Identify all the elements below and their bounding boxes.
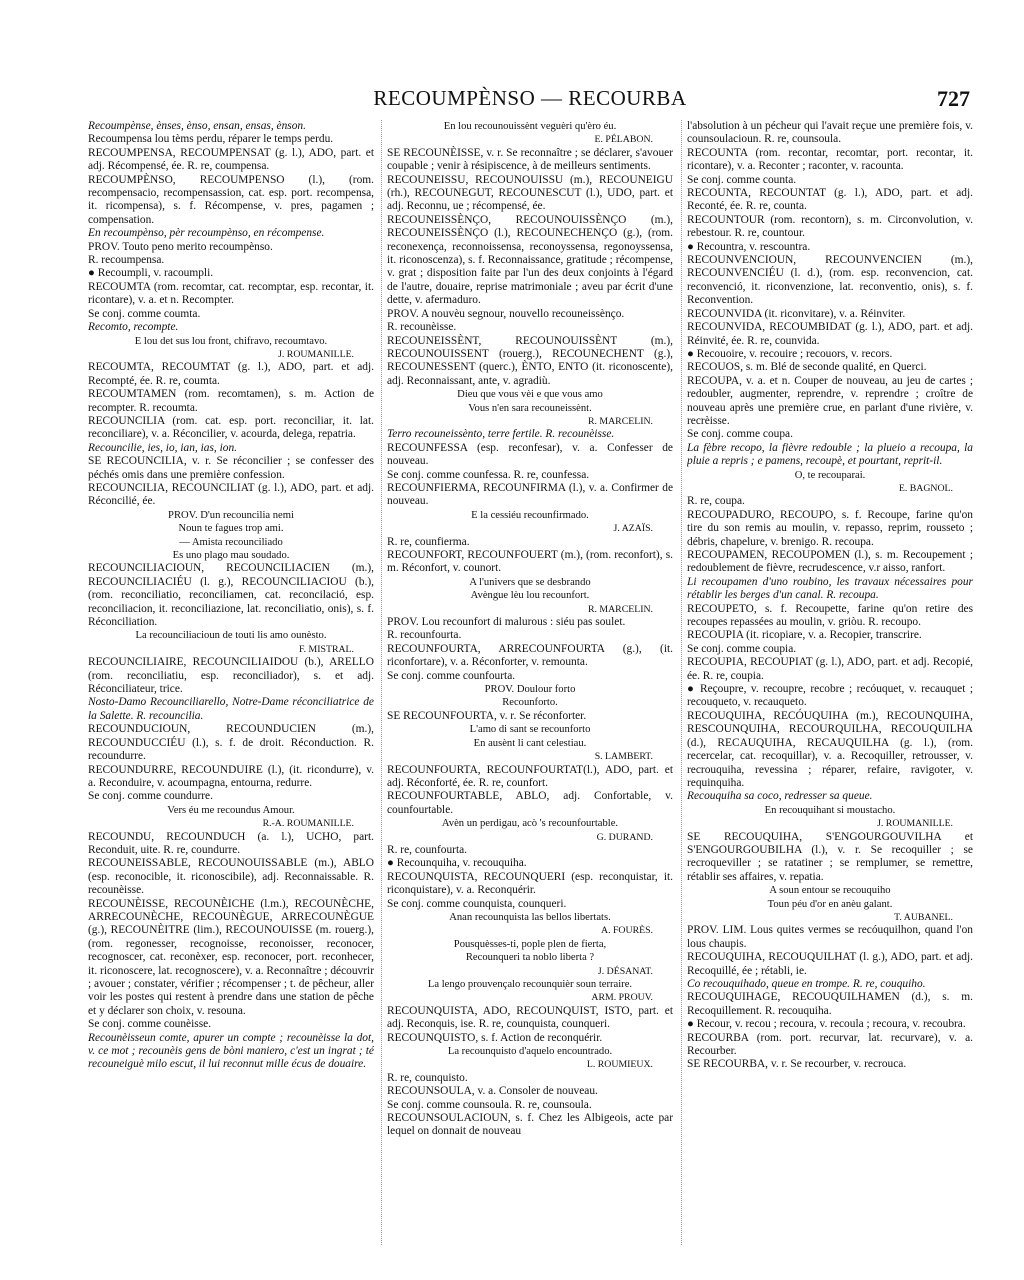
dictionary-entry: En recoumpènso, pèr recoumpènso, en récompense. xyxy=(88,227,325,240)
dictionary-entry: RECOUNFORT, RECOUNFOUERT (m.), (rom. reconfort), s. m. Réconfort, v. counort. xyxy=(387,549,673,575)
citation-author: J. ROUMANILLE. xyxy=(877,818,953,830)
dictionary-entry: Nosto-Damo Recounciliarello, Notre-Dame réconciliatrice de la Salette. R. recouncilia. xyxy=(88,696,374,722)
dictionary-entry: R. re, counquisto. xyxy=(387,1071,468,1084)
citation-author: G. DURAND. xyxy=(596,831,653,843)
dictionary-entry: RECOUOS, s. m. Blé de seconde qualité, en Querci. xyxy=(687,361,927,374)
dictionary-entry: ● Recoumpli, v. racoumpli. xyxy=(88,267,214,280)
dictionary-entry: ● Recour, v. recou ; recoura, v. recoula ; recoura, v. recoubra. xyxy=(687,1018,966,1031)
dictionary-entry: PROV. LIM. Lous quites vermes se recóuquilhon, quand l'on lous chaupis. xyxy=(687,924,973,950)
dictionary-entry: Se conj. comme counquista, counqueri. xyxy=(387,897,567,910)
dictionary-entry: Co recouquihado, queue en trompe. R. re, couquiho. xyxy=(687,978,926,990)
dictionary-entry: RECOUNDUCIOUN, RECOUNDUCIEN (m.), RECOUNDUCCIÉU (l.), s. f. de droit. Réconduction. R. recoundurre. xyxy=(88,723,374,763)
dictionary-entry: Recoumpènse, ènses, ènso, ensan, ensas, ènson. xyxy=(88,120,306,132)
dictionary-entry: RECOUNCILIACIOUN, RECOUNCILIACIEN (m.), RECOUNCILIACIÉU (l. g.), RECOUNCILIACIOU (b.), (rom. reconciliatio, reconciliamen, cat. reconcilació, esp. reconciliacion, it. reconciliazione, lat. reconciliatio, onis), s. f. Réconciliation. xyxy=(88,562,374,629)
dictionary-entry: RECOUNCILIAIRE, RECOUNCILIAIDOU (b.), ARELLO (rom. reconciliatiu, esp. reconciliador), s. et adj. Réconciliateur, trice. xyxy=(88,656,374,696)
dictionary-entry: Se conj. comme coupia. xyxy=(687,642,797,655)
dictionary-entry: Se conj. comme counfourta. xyxy=(387,669,516,682)
dictionary-entry: l'absolution à un pécheur qui l'avait reçue une première fois, v. counsoulacioun. R. re, counsoula. xyxy=(687,120,973,146)
dictionary-entry: R. recoumpensa. xyxy=(88,254,165,267)
dictionary-entry: RECOUNTOUR (rom. recontorn), s. m. Circonvolution, v. rebestour. R. re, countour. xyxy=(687,213,973,240)
citation-line: Noun te fagues trop ami. xyxy=(178,523,284,535)
dictionary-entry: RECOUPAMEN, RECOUPOMEN (l.), s. m. Recoupement ; redoublement de fièvre, recrudescence, v.r aisso, ranfort. xyxy=(687,549,973,575)
column-left xyxy=(88,120,374,1245)
dictionary-entry: Terro recouneissènto, terre fertile. R. recounèisse. xyxy=(387,428,615,441)
citation-line: L'amo di sant se recounforto xyxy=(469,724,591,736)
dictionary-entry: RECOUPETO, s. f. Recoupette, farine qu'on retire des recoupes repassées au moulin, v. griòu. R. recoupo. xyxy=(687,602,973,629)
dictionary-entry: Se conj. comme counsoula. R. re, counsoula. xyxy=(387,1098,592,1111)
dictionary-entry: RECOUNTA (rom. recontar, recomtar, port. recontar, it. ricontare), v. a. Reconter ; raconter, v. racounta. xyxy=(687,146,973,173)
citation-line: Avèngue lèu lou recounfort. xyxy=(470,590,590,602)
column-middle xyxy=(387,120,673,1245)
dictionary-entry: RECOUQUIHA, RECÓUQUIHA (m.), RECOUNQUIHA, RESCOUNQUIHA, RECOURQUILHA, RECOUQUILHA (d.), RECAUQUIHA, RECAUQUILHA (g. l.), (rom. recercelar, cat. recoquillar), v. a. Recoquiller, retrousser, v. recrouquiha, revessina ; réparer, refaire, ravigoter, v. requinquiha. xyxy=(687,709,973,789)
dictionary-entry: ● Recouoire, v. recouire ; recouors, v. recors. xyxy=(687,347,893,360)
citation-author: T. AUBANEL. xyxy=(894,911,953,923)
citation-author: J. DÉSANAT. xyxy=(597,965,653,977)
dictionary-entry: RECOUMTAMEN (rom. recomtamen), s. m. Action de recompter. R. recoumta. xyxy=(88,388,374,414)
dictionary-entry: RECOUNCILIA (rom. cat. esp. port. reconciliar, it. lat. reconciliare), v. a. Réconcilier, v. acourda, delega, repatria. xyxy=(88,414,374,441)
citation-line: A l'univers que se desbrando xyxy=(469,576,591,588)
citation-line: PROV. D'un recouncilia nemi xyxy=(168,509,294,521)
dictionary-entry: RECOUNFOURTA, RECOUNFOURTAT(l.), ADO, part. et adj. Réconforté, ée. R. re, counfort. xyxy=(387,763,673,789)
dictionary-entry: Se conj. comme coundurre. xyxy=(88,790,213,803)
dictionary-entry: RECOUNFESSA (esp. reconfesar), v. a. Confesser de nouveau. xyxy=(387,441,673,468)
dictionary-entry: RECOUNCILIA, RECOUNCILIAT (g. l.), ADO, part. et adj. Réconcilié, ée. xyxy=(88,481,374,508)
citation-line: Pousquèsses-ti, pople plen de fierta, xyxy=(453,938,607,950)
dictionary-entry: RECOUNDU, RECOUNDUCH (a. l.), UCHO, part. Reconduit, uite. R. re, coundurre. xyxy=(88,830,374,856)
citation-line: En recouquihant si moustacho. xyxy=(764,804,896,816)
dictionary-entry: RECOUMTA (rom. recomtar, cat. recomptar, esp. recontar, it. ricontare), v. a. et n. Recompter. xyxy=(88,280,374,307)
dictionary-entry: RECOUPIA, RECOUPIAT (g. l.), ADO, part. et adj. Recopié, ée. R. re, coupia. xyxy=(687,656,973,682)
citation-line: La lengo prouvençalo recounquièr soun terraire. xyxy=(427,979,633,990)
citation-author: E. PÉLABON. xyxy=(594,134,653,146)
dictionary-entry: RECOUNQUISTO, s. f. Action de reconquérir. xyxy=(387,1031,603,1044)
dictionary-entry: R. re, counfierma. xyxy=(387,535,470,548)
dictionary-entry: RECOUNEISSÈNÇO, RECOUNOUISSÈNÇO (m.), RECOUNEISSÈNÇO (l.), RECOUNECHENÇO (g.), (rom. reconexença, reconnoissensa, reconoyssensa, regonoyssensa, it. riconoscenza), s. f. Reconnaissance, gratitude ; récompense, v. grat ; disposition faite par l'un des deux conjoints à l'égard de l'autre, douaire, reprise matrimoniale ; aveu par écrit d'une dette, v. afermaduro. xyxy=(387,213,673,307)
citation-author: ARM. PROUV. xyxy=(591,992,653,1004)
citation-line: Toun péu d'or en anèu galant. xyxy=(767,898,893,910)
column-rule xyxy=(381,120,382,1245)
citation-line: A soun entour se recouquiho xyxy=(769,885,891,897)
running-head xyxy=(90,86,970,114)
dictionary-entry: Se conj. comme coumta. xyxy=(88,307,201,320)
citation-line: Dieu que vous vèi e que vous amo xyxy=(457,389,603,401)
dictionary-entry: RECOUNDURRE, RECOUNDUIRE (l.), (it. ricondurre), v. a. Reconduire, v. acoumpagna, entourna, redurre. xyxy=(88,763,374,789)
citation-line: E la cessiéu recounfirmado. xyxy=(471,509,589,521)
dictionary-entry: RECOUNQUISTA, RECOUNQUERI (esp. reconquistar, it. riconquistare), v. a. Reconquérir. xyxy=(387,870,673,897)
dictionary-entry: RECOUNQUISTA, ADO, RECOUNQUIST, ISTO, part. et adj. Reconquis, ise. R. re, counquista, counqueri. xyxy=(387,1004,673,1031)
citation-line: PROV. Doulour forto xyxy=(484,684,576,696)
citation-author: R.-A. ROUMANILLE. xyxy=(262,818,354,830)
citation-line: La recounciliacioun de touti lis amo ounèsto. xyxy=(135,630,327,642)
dictionary-entry: RECOUNEISSABLE, RECOUNOUISSABLE (m.), ABLO (esp. reconocible, it. riconoscibile), adj. Reconnaissable. R. recounèisse. xyxy=(88,857,374,897)
citation-author: F. MISTRAL. xyxy=(298,643,354,655)
citation-author: J. ROUMANILLE. xyxy=(278,348,354,360)
dictionary-entry: ● Recounquiha, v. recouquiha. xyxy=(387,857,527,870)
dictionary-entry: SE RECOUNFOURTA, v. r. Se réconforter. xyxy=(387,709,587,722)
citation-line: Vers éu me recoundus Amour. xyxy=(167,804,295,816)
citation-line: En ausènt li cant celestiau. xyxy=(473,737,587,749)
column-right xyxy=(687,120,973,1245)
dictionary-entry: RECOUMPENSA, RECOUMPENSAT (g. l.), ADO, part. et adj. Récompensé, ée. R. re, coumpensa. xyxy=(88,146,374,173)
citation-line: — Amista recounciliado xyxy=(179,536,283,548)
citation-author: L. ROUMIEUX. xyxy=(586,1059,653,1071)
dictionary-entry: Se conj. comme counta. xyxy=(687,173,797,186)
citation-line: Anan recounquista las bellos libertats. xyxy=(449,911,611,923)
dictionary-entry: Recounèisseun comte, apurer un compte ; recounèisse la dot, v. ce mot ; recounèis gens de bòni maniero, c'est un ingrat ; té recouneiguè milo escut, il lui reconnut mille écus de douaire. xyxy=(88,1031,374,1071)
dictionary-entry: RECOUNFOURTABLE, ABLO, adj. Confortable, v. counfourtable. xyxy=(387,790,673,816)
citation-line: Recounforto. xyxy=(502,697,558,709)
column-rule xyxy=(681,120,682,1245)
dictionary-entry: RECOUNEISSU, RECOUNOUISSU (m.), RECOUNEIGU (rh.), RECOUNEGUT, RECOUNESCUT (l.), UDO, part. et adj. Reconnu, ue ; récompensé, ée. xyxy=(387,173,673,213)
dictionary-entry: ● Reçoupre, v. recoupre, recobre ; recóuquet, v. recauquet ; recouqueto, v. recauqueto. xyxy=(687,683,973,709)
dictionary-entry: R. recounèisse. xyxy=(387,321,457,334)
page-title: RECOUMPÈNSO — RECOURBA xyxy=(373,86,687,110)
text-columns xyxy=(88,120,974,1245)
citation-author: J. AZAÏS. xyxy=(613,523,653,535)
dictionary-entry: SE RECOUNCILIA, v. r. Se réconcilier ; se confesser des péchés omis dans une première confession. xyxy=(88,455,374,481)
dictionary-entry: RECOURBA (rom. port. recurvar, lat. recurvare), v. a. Recourber. xyxy=(687,1031,973,1058)
citation-author: R. MARCELIN. xyxy=(587,603,653,615)
citation-line: O, te recouparai. xyxy=(794,469,866,481)
dictionary-entry: RECOUQUIHAGE, RECOUQUILHAMEN (d.), s. m. Recoquillement. R. recouquiha. xyxy=(687,991,973,1017)
dictionary-entry: RECOUNFOURTA, ARRECOUNFOURTA (g.), (it. riconfortare), v. a. Réconforter, v. remounta. xyxy=(387,642,673,669)
dictionary-entry: Recoumpensa lou tèms perdu, réparer le temps perdu. xyxy=(88,133,334,146)
dictionary-entry: PROV. Touto peno merito recoumpènso. xyxy=(88,240,273,253)
dictionary-entry: RECOUNÈISSE, RECOUNÈICHE (l.m.), RECOUNÈCHE, ARRECOUNÈCHE, RECOUNÈGUE, ARRECOUNÈGUE (g.), RECOUNÈITRE (lim.), RECOUNOUISSE (m. rouerg.), (rom. regonesser, recognoisse, reconoisser, reconocer, recognoscer, cat. reconèxer, esp. reconocer, port. reconhecer, it. riconoscere, lat. recognoscere), v. a. Reconnaître ; découvrir ; avouer ; constater, vérifier ; récompenser ; t. de pêcheur, aller voir les postes qui restent à prendre dans une station de pêche et y déclarer son choix, v. resouna. xyxy=(88,897,374,1017)
dictionary-entry: RECOUQUIHA, RECOUQUILHAT (l. g.), ADO, part. et adj. Recoquillé, ée ; rétabli, ie. xyxy=(687,951,973,977)
dictionary-entry: SE RECOURBA, v. r. Se recourber, v. recrouca. xyxy=(687,1058,907,1071)
citation-author: E. BAGNOL. xyxy=(898,482,953,494)
citation-line: Avèn un perdigau, acò 's recounfourtable. xyxy=(441,818,619,830)
citation-line: Vous n'en sara recouneissènt. xyxy=(468,402,592,414)
dictionary-entry: R. re, counfourta. xyxy=(387,843,468,856)
citation-author: S. LAMBERT. xyxy=(594,751,653,763)
citation-line: La recounquisto d'aquelo encountrado. xyxy=(447,1046,613,1058)
dictionary-entry: Recomto, recompte. xyxy=(88,321,179,334)
citation-line: Es uno plago mau soudado. xyxy=(172,550,290,561)
citation-line: Recounqueri ta noblo liberta ? xyxy=(465,952,595,964)
dictionary-entry: RECOUNSOULACIOUN, s. f. Chez les Albigeois, acte par lequel on donnait de nouveau xyxy=(387,1112,673,1138)
page-number: 727 xyxy=(937,86,970,111)
dictionary-entry: RECOUNVENCIOUN, RECOUNVENCIEN (m.), RECOUNVENCIÉU (l. d.), (rom. esp. reconvencion, cat. reconvenció, it. riconvenzione, lat. reconventio, onis), s. f. Reconvention. xyxy=(687,254,973,307)
dictionary-entry: Recouquiha sa coco, redresser sa queue. xyxy=(687,790,873,803)
dictionary-entry: RECOUNVIDA (it. riconvitare), v. a. Réinviter. xyxy=(687,307,906,320)
dictionary-entry: Se conj. comme counfessa. R. re, counfessa. xyxy=(387,468,590,481)
dictionary-entry: RECOUNEISSÈNT, RECOUNOUISSÈNT (m.), RECOUNOUISSENT (rouerg.), RECOUNECHENT (g.), RECOUNESSENT (querc.), ÈNTO, ENTO (it. riconoscente), adj. Reconnaissant, ante, v. agradiù. xyxy=(387,334,673,387)
dictionary-entry: RECOUNFIERMA, RECOUNFIRMA (l.), v. a. Confirmer de nouveau. xyxy=(387,481,673,508)
citation-author: R. MARCELIN. xyxy=(587,415,653,427)
dictionary-entry: SE RECOUNÈISSE, v. r. Se reconnaître ; se déclarer, s'avouer coupable ; venir à résipiscence, à de meilleurs sentiments. xyxy=(387,146,673,173)
dictionary-entry: RECOUNSOULA, v. a. Consoler de nouveau. xyxy=(387,1085,598,1098)
dictionary-entry: Se conj. comme counèisse. xyxy=(88,1018,212,1031)
dictionary-entry: RECOUNTA, RECOUNTAT (g. l.), ADO, part. et adj. Reconté, ée. R. re, counta. xyxy=(687,187,973,213)
citation-line: En lou recounouissènt veguèri qu'èro éu. xyxy=(443,121,617,132)
dictionary-entry: PROV. Lou recounfort di malurous : siéu pas soulet. xyxy=(387,616,626,629)
dictionary-entry: Recouncilie, ies, io, ian, ias, ion. xyxy=(88,441,238,454)
dictionary-entry: R. recounfourta. xyxy=(387,629,462,642)
dictionary-entry: RECOUPA, v. a. et n. Couper de nouveau, au jeu de cartes ; redoubler, augmenter, reprendre, v. reprendre ; croître de nouveau après une première crue, en parlant d'une rivière, v. recrèisse. xyxy=(687,374,973,427)
dictionary-entry: RECOUPIA (it. ricopiare, v. a. Recopier, transcrire. xyxy=(687,629,922,642)
dictionary-entry: R. re, coupa. xyxy=(687,495,745,508)
citation-line: E lou det sus lou front, chifravo, recoumtavo. xyxy=(134,335,328,347)
dictionary-entry: RECOUPADURO, RECOUPO, s. f. Recoupe, farine qu'on tire du son remis au moulin, v. repasso, reprim, rousseto ; débris, chapelure, v. brenigo. R. recoupa. xyxy=(687,508,973,548)
dictionary-entry: RECOUNVIDA, RECOUMBIDAT (g. l.), ADO, part. et adj. Réinvité, ée. R. re, counvida. xyxy=(687,321,973,347)
dictionary-entry: Li recoupamen d'uno roubino, les travaux nécessaires pour rétablir les berges d'un canal. R. recoupa. xyxy=(687,575,973,602)
dictionary-entry: ● Recountra, v. rescountra. xyxy=(687,240,811,253)
dictionary-entry: SE RECOUQUIHA, S'ENGOURGOUVILHA et S'ENGOURGOUBILHA (l.), v. r. Se recoquiller ; se recroqueviller ; se ratatiner ; se remplumer, se remettre, rétablir ses affaires, v. repatia. xyxy=(687,830,973,883)
dictionary-entry: RECOUMTA, RECOUMTAT (g. l.), ADO, part. et adj. Recompté, ée. R. re, coumta. xyxy=(88,361,374,387)
dictionary-entry: La fèbre recopo, la fièvre redouble ; la plueio a recoupa, la pluie a repris ; e pamens, recoupè, et pourtant, reprit-il. xyxy=(687,441,973,468)
citation-author: A. FOURÈS. xyxy=(601,925,653,937)
dictionary-entry: PROV. A nouvèu segnour, nouvello recouneissènço. xyxy=(387,307,625,320)
dictionary-entry: Se conj. comme coupa. xyxy=(687,428,793,441)
dictionary-entry: RECOUMPÈNSO, RECOUMPENSO (l.), (rom. recompensacio, recompensassion, cat. esp. port. recompensa, it. ricompensa), s. f. Récompense, v. pres, pagamen ; compensation. xyxy=(88,173,374,226)
